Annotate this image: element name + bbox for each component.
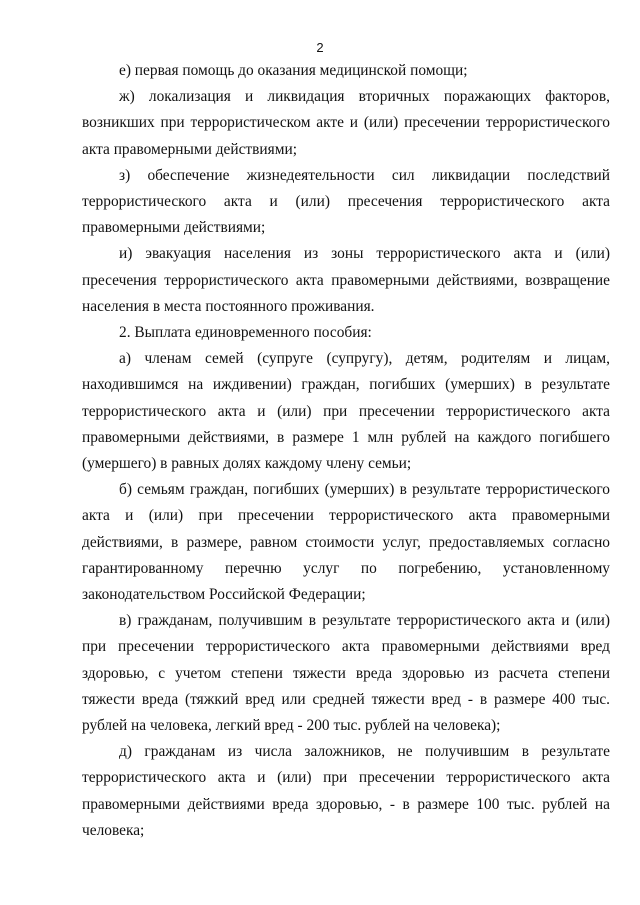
paragraph-b: б) семьям граждан, погибших (умерших) в результате террористического акта и (или) при пресечении террористического акта правомерными действиями, в размере, равном стоимости услуг, предоставляемых согласно гарантированному перечню услуг по погребению, установленному законодательством Российской Федерации;	[82, 481, 610, 604]
paragraph-e: е) первая помощь до оказания медицинской помощи;	[119, 62, 468, 79]
paragraph-z: з) обеспечение жизнедеятельности сил ликвидации последствий террористического акта и (или) пресечения террористического акта правомерными действиями;	[82, 166, 610, 237]
paragraph-i: и) эвакуация населения из зоны террористического акта и (или) пресечения террористического акта правомерными действиями, возвращение населения в места постоянного проживания.	[82, 245, 610, 315]
paragraph-a: а) членам семей (супруге (супругу), детям, родителям и лицам, находившимся на иждивении) граждан, погибших (умерших) в результате террористического акта и (или) при пресечении террористического акта правомерными действиями, в размере 1 млн рублей на каждого погибшего (умершего) в равных долях каждому члену семьи;	[82, 350, 610, 473]
paragraph-v: в) гражданам, получившим в результате террористического акта и (или) при пресечении террористического акта правомерными действиями вред здоровью, с учетом степени тяжести вреда здоровью из расчета степени тяжести вреда (тяжкий вред или средней тяжести вред - в размере 400 тыс. рублей на человека, легкий вред - 200 тыс. рублей на человека);	[82, 612, 610, 735]
paragraph-zh: ж) локализация и ликвидация вторичных поражающих факторов, возникших при террористическом акте и (или) пресечении террористического акта правомерными действиями;	[82, 88, 610, 158]
paragraph-d: д) гражданам из числа заложников, не получившим в результате террористического акта и (или) при пресечении террористического акта правомерными действиями вреда здоровью, - в размере 100 тыс. рублей на человека;	[82, 743, 610, 839]
page-number: 2	[316, 40, 324, 55]
section-heading-2: 2. Выплата единовременного пособия:	[119, 324, 372, 342]
document-body	[82, 58, 610, 844]
